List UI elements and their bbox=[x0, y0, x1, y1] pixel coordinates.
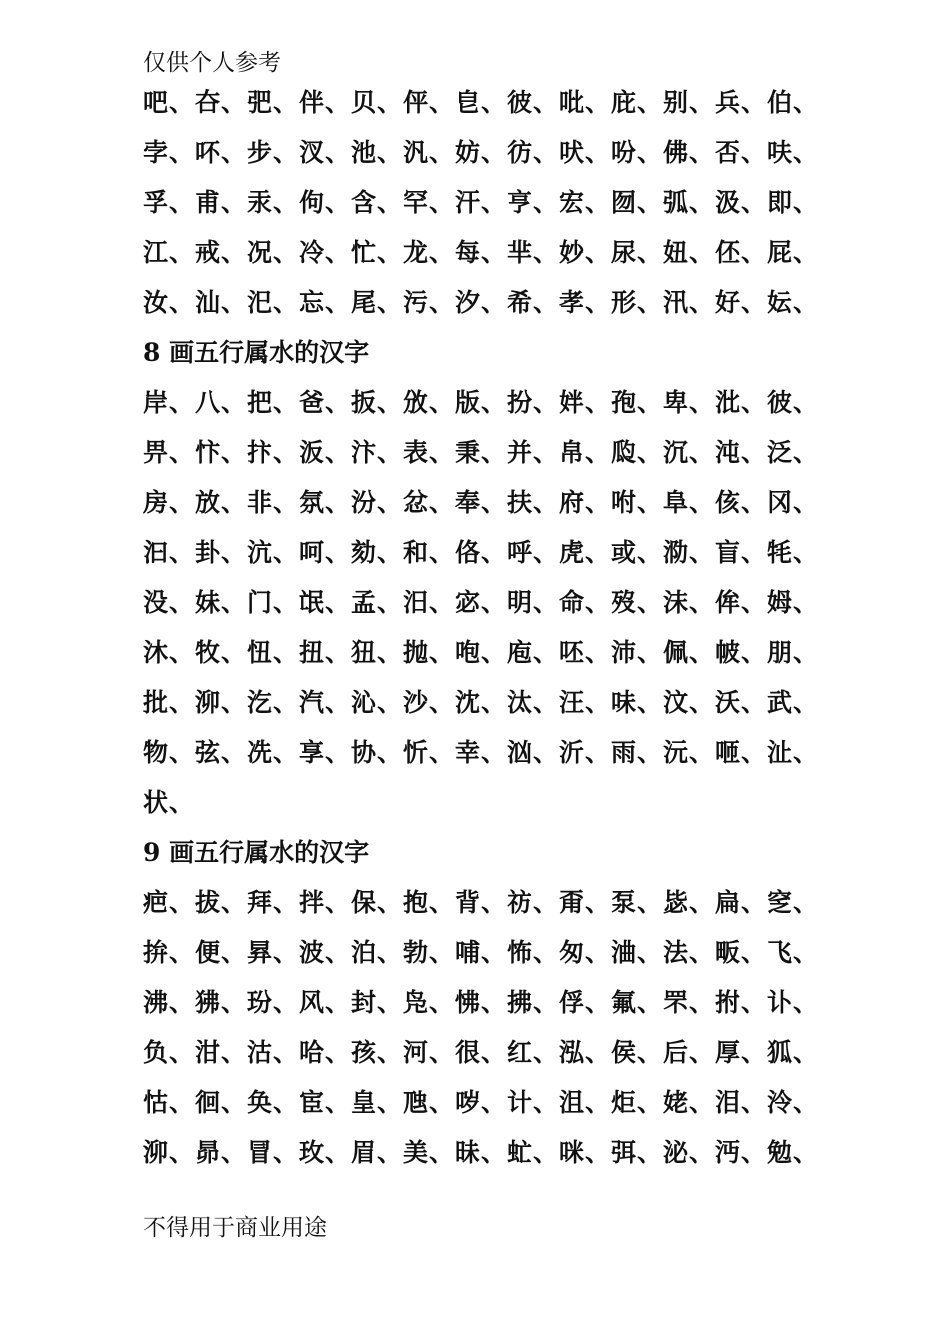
character-line: 吧、夻、弝、伴、贝、伻、皀、彼、吡、庇、别、兵、伯、 bbox=[143, 88, 820, 117]
character-line: 疤、拔、拜、拌、保、抱、背、祊、甭、泵、毖、扁、窆、 bbox=[143, 888, 820, 917]
character-line: 岸、八、把、爸、扳、攽、版、扮、姅、孢、卑、沘、彼、 bbox=[143, 388, 820, 417]
header-note: 仅供个人参考 bbox=[143, 50, 281, 76]
character-line: 汩、卦、沆、呵、劾、和、佫、呼、虎、或、泐、盲、牦、 bbox=[143, 538, 820, 567]
footer-note: 不得用于商业用途 bbox=[143, 1215, 327, 1241]
character-line: 房、放、非、氛、汾、忿、奉、扶、府、咐、阜、侅、冈、 bbox=[143, 488, 820, 517]
character-line: 沐、牧、忸、扭、狃、抛、咆、庖、呸、沛、佩、帔、朋、 bbox=[143, 638, 820, 667]
character-line: 怙、徊、奂、宦、皇、虺、哕、计、沮、炬、姥、泪、泠、 bbox=[143, 1088, 820, 1117]
character-line: 孚、甫、汞、佝、含、罕、汗、亨、宏、囫、弧、汲、即、 bbox=[143, 188, 820, 217]
section-heading-8-stroke: 8 画五行属水的汉字 bbox=[143, 338, 370, 367]
character-line: 物、弦、冼、享、协、忻、幸、汹、沂、雨、沅、咂、沚、 bbox=[143, 738, 820, 767]
character-line: 没、妹、门、氓、孟、汨、宓、明、命、歿、沫、侔、姆、 bbox=[143, 588, 820, 617]
character-line: 批、泖、汔、汽、沁、沙、沈、汰、汪、味、汶、沃、武、 bbox=[143, 688, 820, 717]
character-line: 状、 bbox=[143, 788, 196, 817]
character-line: 沸、狒、玢、风、封、凫、怫、拂、俘、氟、罘、拊、讣、 bbox=[143, 988, 820, 1017]
character-line: 孛、吥、步、汊、池、汎、妨、彷、吠、吩、佛、否、呋、 bbox=[143, 138, 820, 167]
section-heading-9-stroke: 9 画五行属水的汉字 bbox=[143, 838, 370, 867]
character-line: 泖、昴、冒、玫、眉、美、昧、虻、咪、弭、泌、沔、勉、 bbox=[143, 1138, 820, 1167]
character-line: 畀、忭、抃、汳、汴、表、秉、并、帛、瓝、沉、沌、泛、 bbox=[143, 438, 820, 467]
character-line: 拚、便、昪、波、泊、勃、哺、怖、匆、浀、法、畈、飞、 bbox=[143, 938, 820, 967]
character-line: 汝、汕、汜、忘、尾、污、汐、希、孝、形、汛、好、妘、 bbox=[143, 288, 820, 317]
character-line: 江、戒、况、冷、忙、龙、每、芈、妙、尿、妞、伾、屁、 bbox=[143, 238, 820, 267]
document-content bbox=[143, 78, 823, 1178]
character-line: 负、泔、沽、哈、孩、河、很、红、泓、侯、后、厚、狐、 bbox=[143, 1038, 820, 1067]
